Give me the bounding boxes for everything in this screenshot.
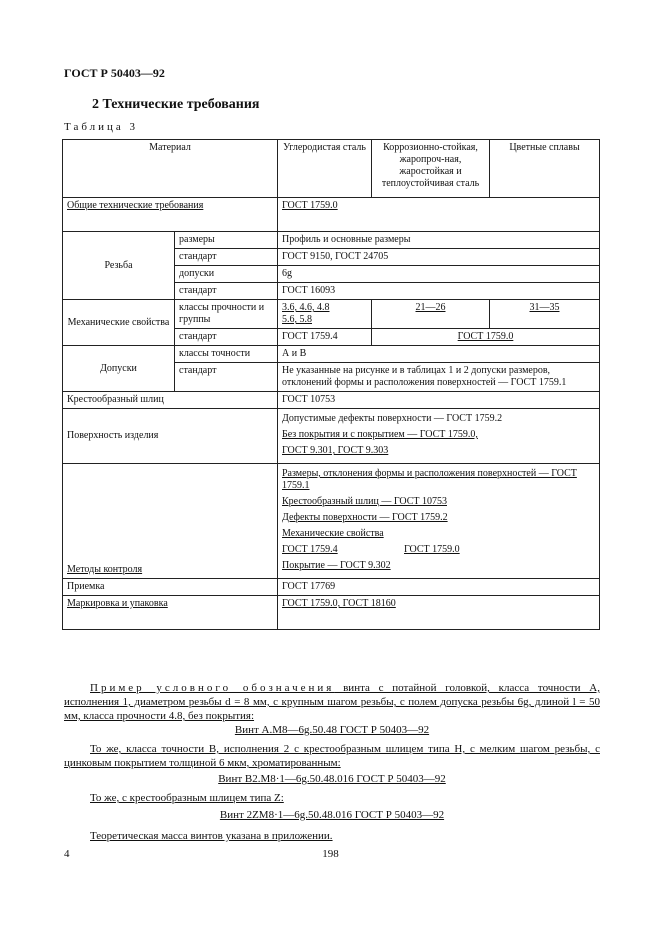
mech-std-label: стандарт (175, 329, 278, 346)
page-number-left: 4 (64, 848, 70, 860)
example-intro-spaced: Пример условного обозначения (90, 682, 335, 694)
methods-line1: Размеры, отклонения формы и расположения поверхностей — ГОСТ 1759.1 (282, 468, 577, 491)
header-carbon-steel: Углеродистая сталь (278, 140, 372, 198)
acceptance-label: Приемка (63, 579, 278, 596)
page-number-center: 198 (322, 848, 339, 860)
methods-line4: Механические свойства (282, 528, 384, 539)
surface-line3: ГОСТ 9.301, ГОСТ 9.303 (282, 445, 389, 456)
tol-std-value: Не указанные на рисунке и в таблицах 1 и 2 допуски размеров, отклонений формы и расположения поверхностей — ГОСТ 1759.1 (278, 363, 600, 392)
thread-sizes-value: Профиль и основные размеры (278, 232, 600, 249)
table-caption: Таблица 3 (64, 121, 139, 133)
thread-tol-value: 6g (278, 266, 600, 283)
methods-label: Методы контроля (67, 564, 143, 575)
tol-std-label: стандарт (175, 363, 278, 392)
thread-sizes-label: размеры (175, 232, 278, 249)
marking-value: ГОСТ 1759.0, ГОСТ 18160 (282, 598, 396, 609)
example-paragraph (64, 681, 600, 723)
tol-classes-value: А и В (278, 346, 600, 363)
example-code1: Винт А.М8—6g.50.48 ГОСТ Р 50403—92 (234, 724, 430, 736)
tolerances-label: Допуски (63, 346, 175, 392)
table-row (63, 579, 600, 596)
header-corrosion-steel: Коррозионно-стойкая, жаропроч-ная, жаростойкая и теплоустойчивая сталь (372, 140, 490, 198)
thread-std1-value: ГОСТ 9150, ГОСТ 24705 (278, 249, 600, 266)
tol-classes-label: классы точности (175, 346, 278, 363)
slot-label: Крестообразный шлиц (63, 392, 278, 409)
mech-label: Механические свойства (63, 300, 175, 346)
requirements-table (62, 139, 600, 630)
table-row (63, 198, 600, 232)
thread-std1-label: стандарт (175, 249, 278, 266)
section-title: 2 Технические требования (92, 97, 260, 112)
slot-value: ГОСТ 10753 (278, 392, 600, 409)
methods-line2: Крестообразный шлиц — ГОСТ 10753 (282, 496, 447, 507)
acceptance-value: ГОСТ 17769 (278, 579, 600, 596)
methods-line5-carbon: ГОСТ 1759.4 (282, 544, 338, 555)
methods-line3: Дефекты поверхности — ГОСТ 1759.2 (282, 512, 448, 523)
example-code3: Винт 2ZМ8·1—6g.50.48.016 ГОСТ Р 50403—92 (219, 809, 445, 821)
table-row (63, 346, 600, 363)
surface-label: Поверхность изделия (63, 409, 278, 464)
marking-label: Маркировка и упаковка (67, 598, 168, 609)
mech-classes-label: классы прочности и группы (175, 300, 278, 329)
mech-corrosion: 21—26 (415, 302, 446, 313)
mech-nonferrous: 31—35 (529, 302, 560, 313)
header-material: Материал (63, 140, 278, 198)
example-para3: То же, с крестообразным шлицем типа Z: (90, 792, 284, 804)
document-id: ГОСТ Р 50403—92 (64, 66, 165, 80)
example-para2: То же, класса точности В, исполнения 2 с крестообразным шлицем типа Н, с мелким шагом резьбы, с цинковым покрытием толщиной 6 мкм, хроматированным: (64, 743, 600, 769)
mech-carbon-line1: 3.6, 4.6, 4.8 (282, 302, 330, 313)
table-row (63, 300, 600, 329)
table-row (63, 409, 600, 464)
example-intro-rest: винта с потайной головкой, класса точности А, исполнения 1, диаметром резьбы d = 8 мм, с крупным шагом резьбы, с полем допуска резьбы 6g, длиной l = 50 мм, класса прочности 4.8, без покрытия: (64, 682, 600, 722)
table-row (63, 232, 600, 249)
general-label: Общие технические требования (67, 200, 204, 211)
methods-line5-other: ГОСТ 1759.0 (404, 544, 460, 555)
table-row (63, 392, 600, 409)
thread-label: Резьба (63, 232, 175, 300)
table-header-row (63, 140, 600, 198)
example-para4: Теоретическая масса винтов указана в приложении. (90, 830, 333, 842)
thread-std2-label: стандарт (175, 283, 278, 300)
header-nonferrous: Цветные сплавы (490, 140, 600, 198)
thread-tol-label: допуски (175, 266, 278, 283)
general-value: ГОСТ 1759.0 (282, 200, 338, 211)
thread-std2-value: ГОСТ 16093 (278, 283, 600, 300)
table-row (63, 464, 600, 579)
table-row (63, 596, 600, 630)
methods-line6: Покрытие — ГОСТ 9.302 (282, 560, 391, 571)
methods-line5 (282, 544, 595, 556)
surface-line1: Допустимые дефекты поверхности — ГОСТ 1759.2 (282, 413, 503, 424)
mech-std-carbon: ГОСТ 1759.4 (278, 329, 372, 346)
surface-line2: Без покрытия и с покрытием — ГОСТ 1759.0, (282, 429, 478, 440)
example-code2: Винт В2.М8·1—6g.50.48.016 ГОСТ Р 50403—92 (218, 773, 446, 785)
mech-std-other: ГОСТ 1759.0 (457, 331, 514, 342)
mech-carbon-line2: 5.6, 5.8 (282, 314, 312, 325)
